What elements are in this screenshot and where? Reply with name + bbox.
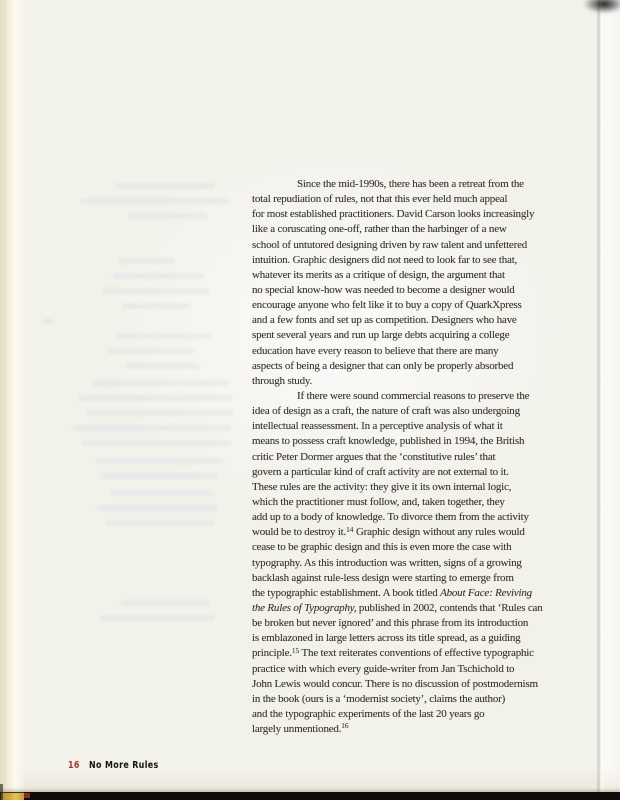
show-through-line — [96, 505, 218, 511]
text-segment: in the book (ours is a ‘modernist society’, claims the author) — [252, 692, 506, 705]
show-through-line — [92, 380, 230, 386]
text-segment: published in 2002, contends that ‘Rules can — [356, 601, 543, 614]
text-segment: John Lewis would concur. There is no discussion of postmodernism — [252, 677, 538, 690]
show-through-line — [102, 288, 210, 294]
text-line — [252, 404, 567, 419]
text-segment: whatever its merits as a critique of design, the argument that — [252, 268, 505, 281]
text-line — [252, 586, 567, 601]
text-line — [252, 707, 567, 722]
text-segment: idea of design as a craft, the nature of craft was also undergoing — [252, 405, 520, 418]
text-line — [252, 677, 567, 692]
text-segment: principle. — [252, 647, 292, 660]
text-line — [252, 344, 567, 359]
paragraph — [252, 177, 567, 389]
text-segment: add up to a body of knowledge. To divorce them from the activity — [252, 511, 529, 524]
show-through-line — [80, 198, 230, 204]
footnote-reference: 16 — [341, 721, 349, 731]
text-line — [252, 495, 567, 510]
page-gutter-crease — [596, 0, 605, 793]
show-through-line — [115, 183, 215, 189]
text-line — [252, 540, 567, 555]
text-line — [252, 283, 567, 298]
text-segment: school of untutored designing driven by raw talent and unfettered — [252, 238, 528, 251]
text-line — [252, 222, 567, 237]
body-text — [252, 177, 567, 737]
book-cover-red-accent — [24, 793, 30, 798]
text-segment: intuition. Graphic designers did not need to look far to see that, — [252, 253, 518, 266]
text-segment: total repudiation of rules, not that this ever held much appeal — [252, 193, 508, 206]
scan-bottom-edge — [0, 792, 620, 800]
show-through-line — [112, 273, 204, 279]
show-through-line — [128, 213, 208, 219]
text-segment: the typographic establishment. A book titled — [252, 586, 441, 599]
text-line — [252, 556, 567, 571]
text-segment: govern a particular kind of craft activity are not external to it. — [252, 465, 509, 478]
text-segment: encourage anyone who felt like it to buy a copy of QuarkXpress — [252, 299, 522, 312]
footnote-reference: 14 — [346, 524, 354, 534]
text-segment: typography. As this introduction was written, signs of a growing — [252, 556, 522, 569]
text-segment: be broken but never ignored’ and this phrase from its introduction — [252, 617, 529, 630]
show-through-line — [100, 473, 218, 479]
show-through-line — [120, 600, 210, 606]
show-through-line — [100, 615, 215, 621]
text-segment: Since the mid-1990s, there has been a retreat from the — [297, 178, 524, 190]
text-line — [252, 631, 567, 646]
show-through-line — [42, 318, 54, 324]
text-line — [252, 646, 567, 661]
text-line — [252, 192, 567, 207]
show-through-line — [116, 333, 214, 339]
show-through-line — [110, 490, 212, 496]
show-through-line — [126, 363, 200, 369]
text-line — [252, 313, 567, 328]
text-line — [252, 177, 567, 192]
text-segment: intellectual reassessment. In a perceptive analysis of what it — [252, 420, 503, 433]
paragraph — [252, 389, 567, 737]
text-segment: through study. — [252, 374, 313, 387]
text-line — [252, 298, 567, 313]
text-line — [252, 374, 567, 389]
text-segment: practice with which every guide-writer from Jan Tschichold to — [252, 662, 515, 675]
text-segment: About Face: Reviving — [440, 586, 532, 599]
text-segment: like a coruscating one-off, rather than the harbinger of a new — [252, 223, 507, 236]
text-segment: Graphic design without any rules would — [353, 526, 525, 539]
text-segment: backlash against rule-less design were starting to emerge from — [252, 571, 514, 584]
text-segment: and a few fonts and set up as competition. Designers who have — [252, 314, 517, 327]
text-line — [252, 510, 567, 525]
text-line — [252, 359, 567, 374]
text-segment: for most established practitioners. David Carson looks increasingly — [252, 208, 535, 221]
text-segment: would be to destroy it. — [252, 526, 347, 539]
text-segment: and the typographic experiments of the last 20 years go — [252, 707, 485, 720]
text-segment: no special know-how was needed to become a designer would — [252, 283, 515, 296]
page-footer — [68, 760, 159, 771]
text-line — [252, 389, 567, 404]
text-line — [252, 434, 567, 449]
show-through-line — [122, 303, 190, 309]
text-line — [252, 419, 567, 434]
text-segment: cease to be graphic design and this is even more the case with — [252, 541, 512, 554]
text-line — [252, 480, 567, 495]
text-line — [252, 571, 567, 586]
text-segment: spent several years and run up large debts acquiring a college — [252, 329, 510, 342]
text-segment: aspects of being a designer that can only be properly absorbed — [252, 359, 514, 372]
text-line — [252, 207, 567, 222]
text-line — [252, 465, 567, 480]
show-through-line — [72, 425, 232, 431]
scan-corner-shadow — [578, 0, 620, 16]
page-number: 16 — [68, 760, 80, 771]
text-segment: which the practitioner must follow, and, taken together, they — [252, 495, 505, 508]
book-cover-gold-edge — [1, 792, 24, 800]
text-line — [252, 450, 567, 465]
show-through-line — [82, 440, 232, 446]
scan-left-edge-shadow — [0, 784, 3, 800]
text-line — [252, 328, 567, 343]
show-through-line — [78, 395, 233, 401]
show-through-line — [96, 458, 224, 464]
text-segment: education have every reason to believe that there are many — [252, 344, 499, 357]
text-segment: is emblazoned in large letters across its title spread, as a guiding — [252, 632, 521, 645]
text-line — [252, 616, 567, 631]
text-line — [252, 268, 567, 283]
text-segment: largely unmentioned. — [252, 723, 342, 736]
footnote-reference: 15 — [291, 645, 300, 655]
book-page-edge-stack — [0, 0, 26, 793]
text-segment: The text reiterates conventions of effective typographic — [299, 647, 534, 660]
show-through-line — [106, 520, 214, 526]
text-line — [252, 525, 567, 540]
text-line — [252, 601, 567, 616]
text-segment: If there were sound commercial reasons to preserve the — [297, 389, 530, 402]
text-segment: the Rules of Typography, — [252, 601, 357, 614]
text-line — [252, 253, 567, 268]
text-segment: These rules are the activity: they give it its own internal logic, — [252, 480, 512, 493]
text-line — [252, 692, 567, 707]
text-line — [252, 662, 567, 677]
text-segment: means to possess craft knowledge, published in 1994, the British — [252, 435, 525, 448]
text-line — [252, 238, 567, 253]
show-through-line — [118, 258, 176, 264]
text-line — [252, 722, 567, 737]
show-through-line — [86, 410, 234, 416]
running-footer-title: No More Rules — [89, 760, 159, 771]
text-segment: critic Peter Dormer argues that the ‘constitutive rules’ that — [252, 450, 496, 463]
show-through-line — [106, 348, 194, 354]
